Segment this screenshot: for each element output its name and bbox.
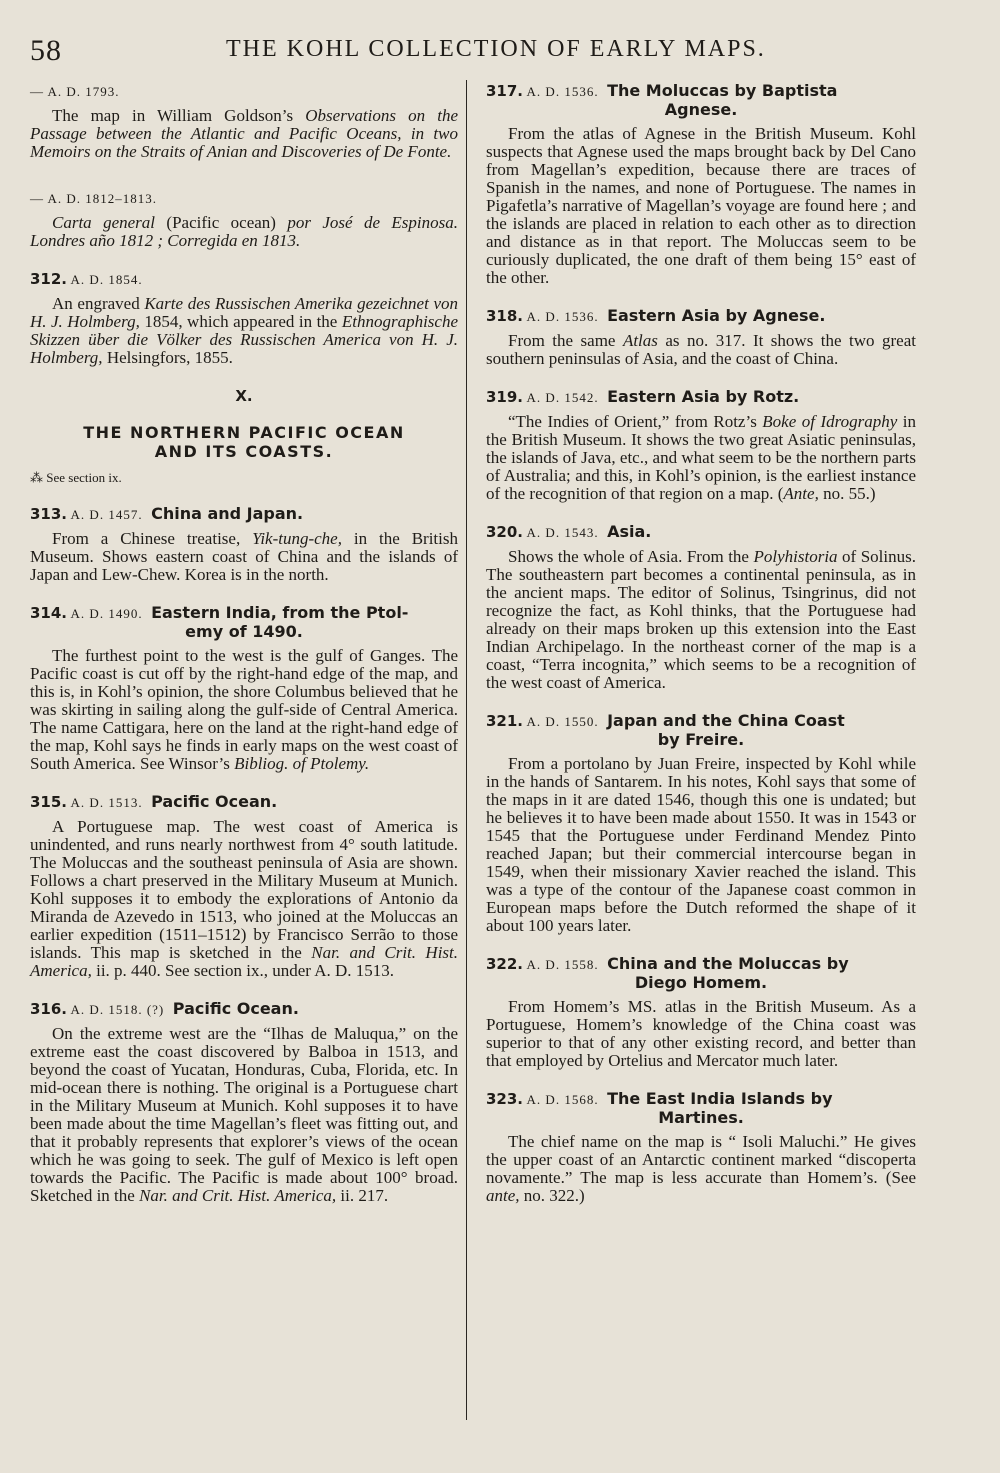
entry-321 — [486, 712, 916, 935]
section-number: X. — [235, 387, 253, 405]
entry-date: — A. D. 1812–1813. — [30, 191, 158, 206]
entry-heading — [30, 604, 458, 641]
entry-title: China and the Moluccas by — [607, 954, 849, 973]
entry-number: 312. — [30, 270, 68, 288]
entry-body — [30, 1025, 458, 1205]
entry-number: 322. — [486, 955, 524, 973]
entry-date: A. D. 1543. — [523, 525, 599, 540]
entry-323 — [486, 1090, 916, 1205]
italic-text: Nar. and Crit. Hist. America, — [30, 943, 459, 980]
text: as no. 317. It shows the two great southern peninsulas of Asia, and the coast of China. — [486, 331, 916, 368]
text: ii. p. 440. See section ix., under A. D. 1513. — [91, 961, 395, 980]
entry-title: Eastern India, from the Ptol- — [151, 603, 409, 622]
text: of Solinus. The southeastern part becomes a continental peninsula, as in the ancient maps. The editor of Solinus, Tsingrinus, did not recognize the fact, as Kohl thinks, that the Portuguese had already on their maps broken up this extension into the East Indian Archipelago. In the northeast corner of the map is a coast, “Terra incognita,” which seems to be a recognition of the west coast of America. — [486, 547, 916, 692]
entry-number: 320. — [486, 523, 524, 541]
section-title-line: THE NORTHERN PACIFIC OCEAN — [83, 423, 405, 442]
entry-heading — [486, 1090, 916, 1127]
page-number: 58 — [30, 34, 62, 67]
entry-body — [30, 530, 458, 584]
entry-heading — [486, 523, 916, 542]
text: On the extreme west are the “Ilhas de Maluqua,” on the extreme east the coast discovered by Balboa in 1513, and beyond the coast of Yucatan, Honduras, Cuba, Florida, etc. In mid-ocean there is nothing. The original is a Portuguese chart in the Military Museum at Munich. Kohl supposes it to have been made about the time Magellan’s fleet was fitting out, and that it probably represents that explorer’s views of the ocean which he was going to seek. The gulf of Mexico is left open towards the Pacific. The Pacific is made about 100° broad. Sketched in the — [30, 1024, 458, 1205]
entry-date: A. D. 1490. — [67, 606, 143, 621]
entry-title: China and Japan. — [151, 504, 304, 523]
entry-322 — [486, 955, 916, 1070]
italic-text: ante, — [486, 1186, 520, 1205]
entry-date: A. D. 1457. — [67, 507, 143, 522]
italic-text: Ethnographische Skizzen über die Völker des Russischen America von H. J. Holmberg, — [30, 312, 458, 367]
italic-text: Bibliog. of Ptolemy. — [234, 754, 370, 773]
text: The furthest point to the west is the gulf of Ganges. The Pacific coast is cut off by the right-hand edge of the map, and this is, in Kohl’s opinion, the shore Columbus believed that he was skirting in sailing along the gulf-side of Central America. The name Cattigara, here on the land at the right-hand edge of the map, Kohl says he finds in early maps on the west coast of South America. See Winsor’s — [30, 646, 458, 773]
entry-body — [486, 1133, 916, 1205]
italic-text: Karte des Russischen Amerika gezeichnet von H. J. Holmberg, — [30, 294, 458, 331]
entry-date: A. D. 1550. — [523, 714, 599, 729]
italic-text: Boke of Idrography — [762, 412, 898, 431]
entry-319 — [486, 388, 916, 503]
entry-body — [486, 413, 916, 503]
entry-date: A. D. 1854. — [67, 272, 143, 287]
text: Shows the whole of Asia. From the — [508, 547, 754, 566]
entry-316 — [30, 1000, 458, 1205]
entry-312 — [30, 270, 458, 367]
entry-313 — [30, 505, 458, 584]
italic-text: por José de Espinosa. Londres año 1812 ; Corregida en 1813. — [30, 213, 458, 250]
entry-number: 316. — [30, 1000, 68, 1018]
entry-318 — [486, 307, 916, 368]
entry-date: A. D. 1513. — [67, 795, 143, 810]
entry-body — [30, 214, 458, 250]
entry-number: 318. — [486, 307, 524, 325]
entry-heading — [30, 793, 458, 812]
entry-date: A. D. 1518. (?) — [67, 1002, 165, 1017]
entry-314 — [30, 604, 458, 773]
italic-text: Yik-tung-che, — [252, 529, 342, 548]
entry-1812 — [30, 189, 458, 250]
text: “The Indies of Orient,” from Rotz’s — [508, 412, 763, 431]
entry-date: A. D. 1558. — [523, 957, 599, 972]
entry-title-continued: by Freire. — [657, 730, 745, 749]
entry-date: A. D. 1536. — [523, 84, 599, 99]
entry-title-continued: Agnese. — [664, 100, 738, 119]
text: ii. 217. — [336, 1186, 389, 1205]
right-column — [486, 82, 916, 1225]
entry-body — [30, 647, 458, 773]
entry-body: From Homem’s MS. atlas in the British Museum. As a Portuguese, Homem’s knowledge of the China coast was superior to that of any other existing record, and better than that employed by Ortelius and Mercator much later. — [486, 997, 916, 1070]
italic-text: Observations on the Passage between the Atlantic and Pacific Oceans, in two Memoirs on the Straits of Anian and Discoveries of De Fonte. — [30, 106, 458, 161]
entry-title: Eastern Asia by Agnese. — [607, 306, 826, 325]
entry-body — [486, 332, 916, 368]
entry-315 — [30, 793, 458, 980]
running-title: THE KOHL COLLECTION OF EARLY MAPS. — [226, 36, 766, 62]
entry-title-continued: Martines. — [658, 1108, 744, 1127]
text: An engraved — [52, 294, 145, 313]
entry-317 — [486, 82, 916, 287]
entry-heading — [486, 955, 916, 992]
text: The map in William Goldson’s — [52, 106, 306, 125]
entry-title: Eastern Asia by Rotz. — [607, 387, 800, 406]
entry-number: 323. — [486, 1090, 524, 1108]
entry-heading — [486, 388, 916, 407]
italic-text: Atlas — [622, 331, 658, 350]
text: From a Chinese treatise, — [52, 529, 253, 548]
entry-title: The East India Islands by — [607, 1089, 833, 1108]
entry-body: From the atlas of Agnese in the British Museum. Kohl suspects that Agnese used the maps brought back by Del Cano from Magellan’s expedition, because there are traces of Spanish in the names, and none of Portuguese. The names in Pigafetla’s narrative of Magellan’s voyage are found here ; and the islands are placed in relation to each other as to direction and distance as in that report. The Moluccas seem to be curiously duplicated, the one draft of them being 15° east of the other. — [486, 124, 916, 287]
left-column — [30, 82, 458, 1225]
text: From the same — [508, 331, 623, 350]
entry-heading — [486, 307, 916, 326]
section-title — [30, 423, 458, 461]
entry-date: A. D. 1568. — [523, 1092, 599, 1107]
entry-date: A. D. 1542. — [523, 390, 599, 405]
entry-title-continued: Diego Homem. — [634, 973, 768, 992]
see-section-note: ⁂ See section ix. — [30, 470, 122, 485]
entry-heading — [30, 270, 458, 289]
entry-body — [30, 295, 458, 367]
italic-text: Carta general — [52, 213, 156, 232]
text: The chief name on the map is “ Isoli Maluchi.” He gives the upper coast of an Antarctic continent marked “discoperta novamente.” The map is less accurate than Homem’s. (See — [486, 1132, 916, 1187]
text: no. 322.) — [519, 1186, 585, 1205]
text: Helsingfors, 1855. — [102, 348, 233, 367]
entry-number: 321. — [486, 712, 524, 730]
entry-title: Asia. — [607, 522, 652, 541]
entry-title: Pacific Ocean. — [172, 999, 299, 1018]
entry-number: 313. — [30, 505, 68, 523]
entry-heading — [30, 82, 458, 101]
column-divider — [466, 80, 467, 1420]
text: (Pacific ocean) — [155, 213, 288, 232]
page-header — [30, 28, 930, 74]
entry-heading — [486, 82, 916, 119]
entry-title-continued: emy of 1490. — [185, 622, 303, 641]
entry-date: A. D. 1536. — [523, 309, 599, 324]
text: in the British Museum. Shows eastern coast of China and the islands of Japan and Lew-Chew. Korea is in the north. — [30, 529, 458, 584]
entry-title: Japan and the China Coast — [607, 711, 845, 730]
entry-320 — [486, 523, 916, 692]
entry-body — [486, 548, 916, 692]
text: in the British Museum. It shows the two great Asiatic peninsulas, the islands of Java, etc., and what seem to be the northern parts of Australia; and this, in Kohl’s opinion, is the earliest instance of the recognition of that region on a map. ( — [486, 412, 916, 503]
entry-date: — A. D. 1793. — [30, 84, 120, 99]
italic-text: Ante, — [783, 484, 819, 503]
entry-body — [30, 818, 458, 980]
italic-text: Nar. and Crit. Hist. America, — [139, 1186, 337, 1205]
entry-body: From a portolano by Juan Freire, inspected by Kohl while in the hands of Santarem. In his notes, Kohl says that some of the maps in it are dated 1546, though this one is undated; but he believes it to have been made about 1550. It was in 1543 or 1545 that the Portuguese under Ferdinand Mendez Pinto reached Japan; but their commercial intercourse began in 1549, when their missionary Xavier reached the island. This was a type of the contour of the Japanese coast common in European maps before the Dutch reformed the shape of it about 100 years later. — [486, 754, 916, 935]
entry-1793 — [30, 82, 458, 161]
entry-heading — [486, 712, 916, 749]
text: no. 55.) — [818, 484, 876, 503]
entry-title: Pacific Ocean. — [151, 792, 278, 811]
entry-heading — [30, 1000, 458, 1019]
entry-number: 315. — [30, 793, 68, 811]
section-title-line: AND ITS COASTS. — [154, 442, 334, 461]
entry-title: The Moluccas by Baptista — [607, 81, 838, 100]
text: A Portuguese map. The west coast of America is unindented, and runs nearly northwest from 4° south latitude. The Moluccas and the southeast peninsula of Asia are shown. Follows a chart preserved in the Military Museum at Munich. Kohl supposes it to embody the explorations of Antonio da Miranda de Azevedo in 1513, who joined at the Moluccas an earlier expedition (1511–1512) by Francisco Serrão to those islands. This map is sketched in the — [30, 817, 458, 962]
entry-heading — [30, 505, 458, 524]
text: 1854, which appeared in the — [139, 312, 342, 331]
entry-body — [30, 107, 458, 161]
italic-text: Polyhistoria — [753, 547, 838, 566]
entry-number: 314. — [30, 604, 68, 622]
entry-number: 319. — [486, 388, 524, 406]
entry-heading — [30, 189, 458, 208]
entry-number: 317. — [486, 82, 524, 100]
